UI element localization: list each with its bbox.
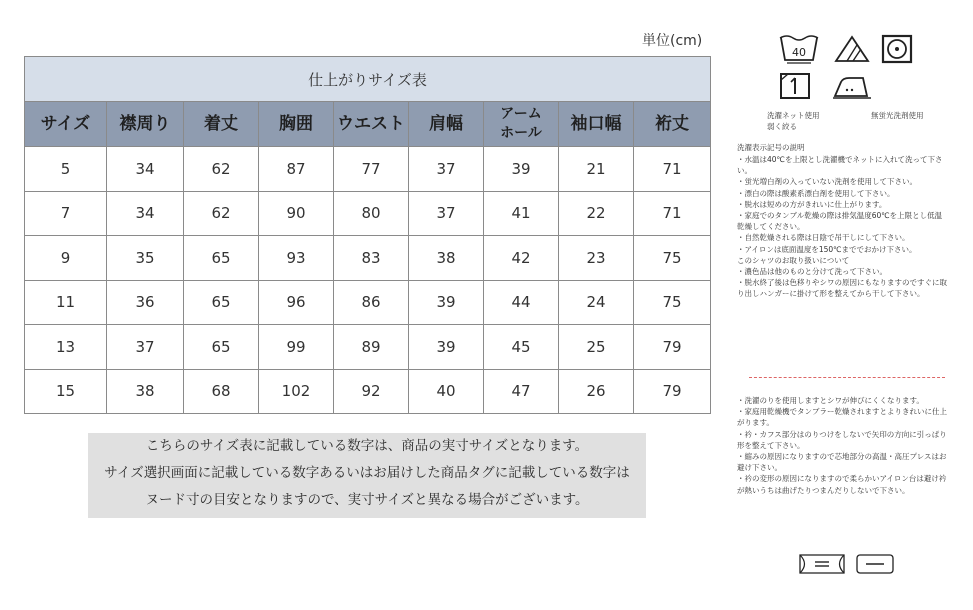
table-cell: 7 xyxy=(25,191,107,236)
table-cell: 71 xyxy=(634,191,711,236)
table-row xyxy=(25,280,711,325)
care-item: ・洗濯のりを使用しますとシワが伸びにくくなります。 xyxy=(737,396,924,405)
care-symbols xyxy=(779,34,939,102)
care-list-2 xyxy=(737,395,947,496)
dashed-separator xyxy=(749,377,945,378)
table-cell: 41 xyxy=(484,191,559,236)
table-cell: 42 xyxy=(484,236,559,281)
table-cell: 102 xyxy=(259,369,334,414)
column-header: アーム ホール xyxy=(484,102,559,147)
size-note xyxy=(88,433,646,518)
table-cell: 37 xyxy=(107,325,184,370)
table-cell: 75 xyxy=(634,236,711,281)
table-cell: 37 xyxy=(409,147,484,192)
table-row xyxy=(25,236,711,281)
table-cell: 25 xyxy=(559,325,634,370)
table-row xyxy=(25,147,711,192)
care-item: ・水温は40℃を上限とし洗濯機でネットに入れて洗って下さい。 xyxy=(737,155,943,176)
table-cell: 62 xyxy=(184,147,259,192)
table-cell: 13 xyxy=(25,325,107,370)
svg-text:40: 40 xyxy=(792,46,806,59)
table-cell: 15 xyxy=(25,369,107,414)
table-cell: 92 xyxy=(334,369,409,414)
iron-icon xyxy=(831,72,873,100)
care-item: ・衿・カフス部分はのりつけをしないで矢印の方向に引っぱり形を整えて下さい。 xyxy=(737,429,947,450)
table-cell: 47 xyxy=(484,369,559,414)
tumble-dry-icon xyxy=(881,34,913,64)
table-cell: 35 xyxy=(107,236,184,281)
table-cell: 86 xyxy=(334,280,409,325)
table-row xyxy=(25,191,711,236)
care-item: ・濃色品は他のものと分けて洗って下さい。 xyxy=(737,267,887,277)
bottom-care-symbols xyxy=(797,552,907,578)
note-line-3: ヌード寸の目安となりますので、実寸サイズと異なる場合がございます。 xyxy=(145,492,589,508)
table-row xyxy=(25,325,711,370)
table-cell: 44 xyxy=(484,280,559,325)
column-header: 胸囲 xyxy=(259,102,334,147)
table-cell: 39 xyxy=(484,147,559,192)
flat-dry-icon xyxy=(855,552,895,576)
table-cell: 38 xyxy=(107,369,184,414)
table-cell: 89 xyxy=(334,325,409,370)
table-cell: 9 xyxy=(25,236,107,281)
table-cell: 36 xyxy=(107,280,184,325)
care-item: ・自然乾燥される際は日陰で吊干しにして下さい。 xyxy=(737,233,910,243)
table-cell: 39 xyxy=(409,280,484,325)
care-item: ・衿の変形の原因になりますので柔らかいアイロン台は避け衿が熱いうちは曲げたりつまんだりしないで下さい。 xyxy=(737,474,947,495)
size-table xyxy=(24,56,711,414)
table-cell: 71 xyxy=(634,147,711,192)
column-header: 袖口幅 xyxy=(559,102,634,147)
table-cell: 34 xyxy=(107,147,184,192)
table-cell: 40 xyxy=(409,369,484,414)
note-line-1: こちらのサイズ表に記載している数字は、商品の実寸サイズとなります。 xyxy=(145,438,589,454)
table-cell: 77 xyxy=(334,147,409,192)
table-cell: 21 xyxy=(559,147,634,192)
table-cell: 96 xyxy=(259,280,334,325)
column-header: 襟周り xyxy=(107,102,184,147)
oxygen-bleach-icon xyxy=(833,34,871,64)
table-cell: 65 xyxy=(184,236,259,281)
column-header: 裄丈 xyxy=(634,102,711,147)
table-cell: 23 xyxy=(559,236,634,281)
table-cell: 11 xyxy=(25,280,107,325)
note-line-2: サイズ選択画面に記載している数字あるいはお届けした商品タグに記載している数字は xyxy=(104,465,630,481)
table-body xyxy=(25,147,711,414)
shade-dry-icon xyxy=(779,72,811,100)
column-header: サイズ xyxy=(25,102,107,147)
table-cell: 75 xyxy=(634,280,711,325)
table-cell: 79 xyxy=(634,369,711,414)
label-net: 洗濯ネット使用 xyxy=(767,111,820,120)
care-item: ・縮みの原因になりますので芯地部分の高温・高圧プレスはお避け下さい。 xyxy=(737,452,947,473)
care-item: ・家庭でのタンブル乾燥の際は排気温度60℃を上限とし低温乾燥してください。 xyxy=(737,211,943,232)
care-list xyxy=(737,154,947,300)
table-cell: 87 xyxy=(259,147,334,192)
unit-label: 単位(cm) xyxy=(642,33,703,49)
table-cell: 65 xyxy=(184,280,259,325)
care-panel xyxy=(733,0,973,610)
table-cell: 68 xyxy=(184,369,259,414)
table-cell: 22 xyxy=(559,191,634,236)
table-cell: 80 xyxy=(334,191,409,236)
table-cell: 5 xyxy=(25,147,107,192)
care-item: ・アイロンは底面温度を150℃まででおかけ下さい。 xyxy=(737,244,917,254)
column-header: ウエスト xyxy=(334,102,409,147)
table-row xyxy=(25,369,711,414)
care-item: ・脱水は短めの方がきれいに仕上がります。 xyxy=(737,199,887,209)
care-item: ・家庭用乾燥機でタンブラー乾燥されますとよりきれいに仕上がります。 xyxy=(737,407,947,428)
table-cell: 90 xyxy=(259,191,334,236)
table-cell: 79 xyxy=(634,325,711,370)
table-cell: 99 xyxy=(259,325,334,370)
table-cell: 37 xyxy=(409,191,484,236)
table-cell: 65 xyxy=(184,325,259,370)
wash-40-icon xyxy=(779,34,819,64)
table-cell: 24 xyxy=(559,280,634,325)
table-title: 仕上がりサイズ表 xyxy=(25,57,711,102)
table-cell: 93 xyxy=(259,236,334,281)
care-item: このシャツのお取り扱いについて xyxy=(737,255,850,265)
table-cell: 39 xyxy=(409,325,484,370)
care-item: ・漂白の際は酸素系漂白剤を使用して下さい。 xyxy=(737,188,895,198)
label-no-fluor: 無蛍光洗剤使用 xyxy=(871,111,924,120)
care-item: ・脱水終了後は色移りやシワの原因にもなりますのですぐに取り出しハンガーに掛けて形を整えてから干して下さい。 xyxy=(737,278,947,299)
table-cell: 38 xyxy=(409,236,484,281)
care-item: ・蛍光増白剤の入っていない洗剤を使用して下さい。 xyxy=(737,177,917,187)
table-cell: 34 xyxy=(107,191,184,236)
column-header: 肩幅 xyxy=(409,102,484,147)
table-cell: 45 xyxy=(484,325,559,370)
label-gentle: 弱く絞る xyxy=(767,122,797,131)
table-cell: 62 xyxy=(184,191,259,236)
hang-dry-icon xyxy=(797,552,847,576)
table-header-row xyxy=(25,102,711,147)
table-cell: 26 xyxy=(559,369,634,414)
table-cell: 83 xyxy=(334,236,409,281)
care-list-title: 洗濯表示記号の説明 xyxy=(737,143,805,152)
column-header: 着丈 xyxy=(184,102,259,147)
